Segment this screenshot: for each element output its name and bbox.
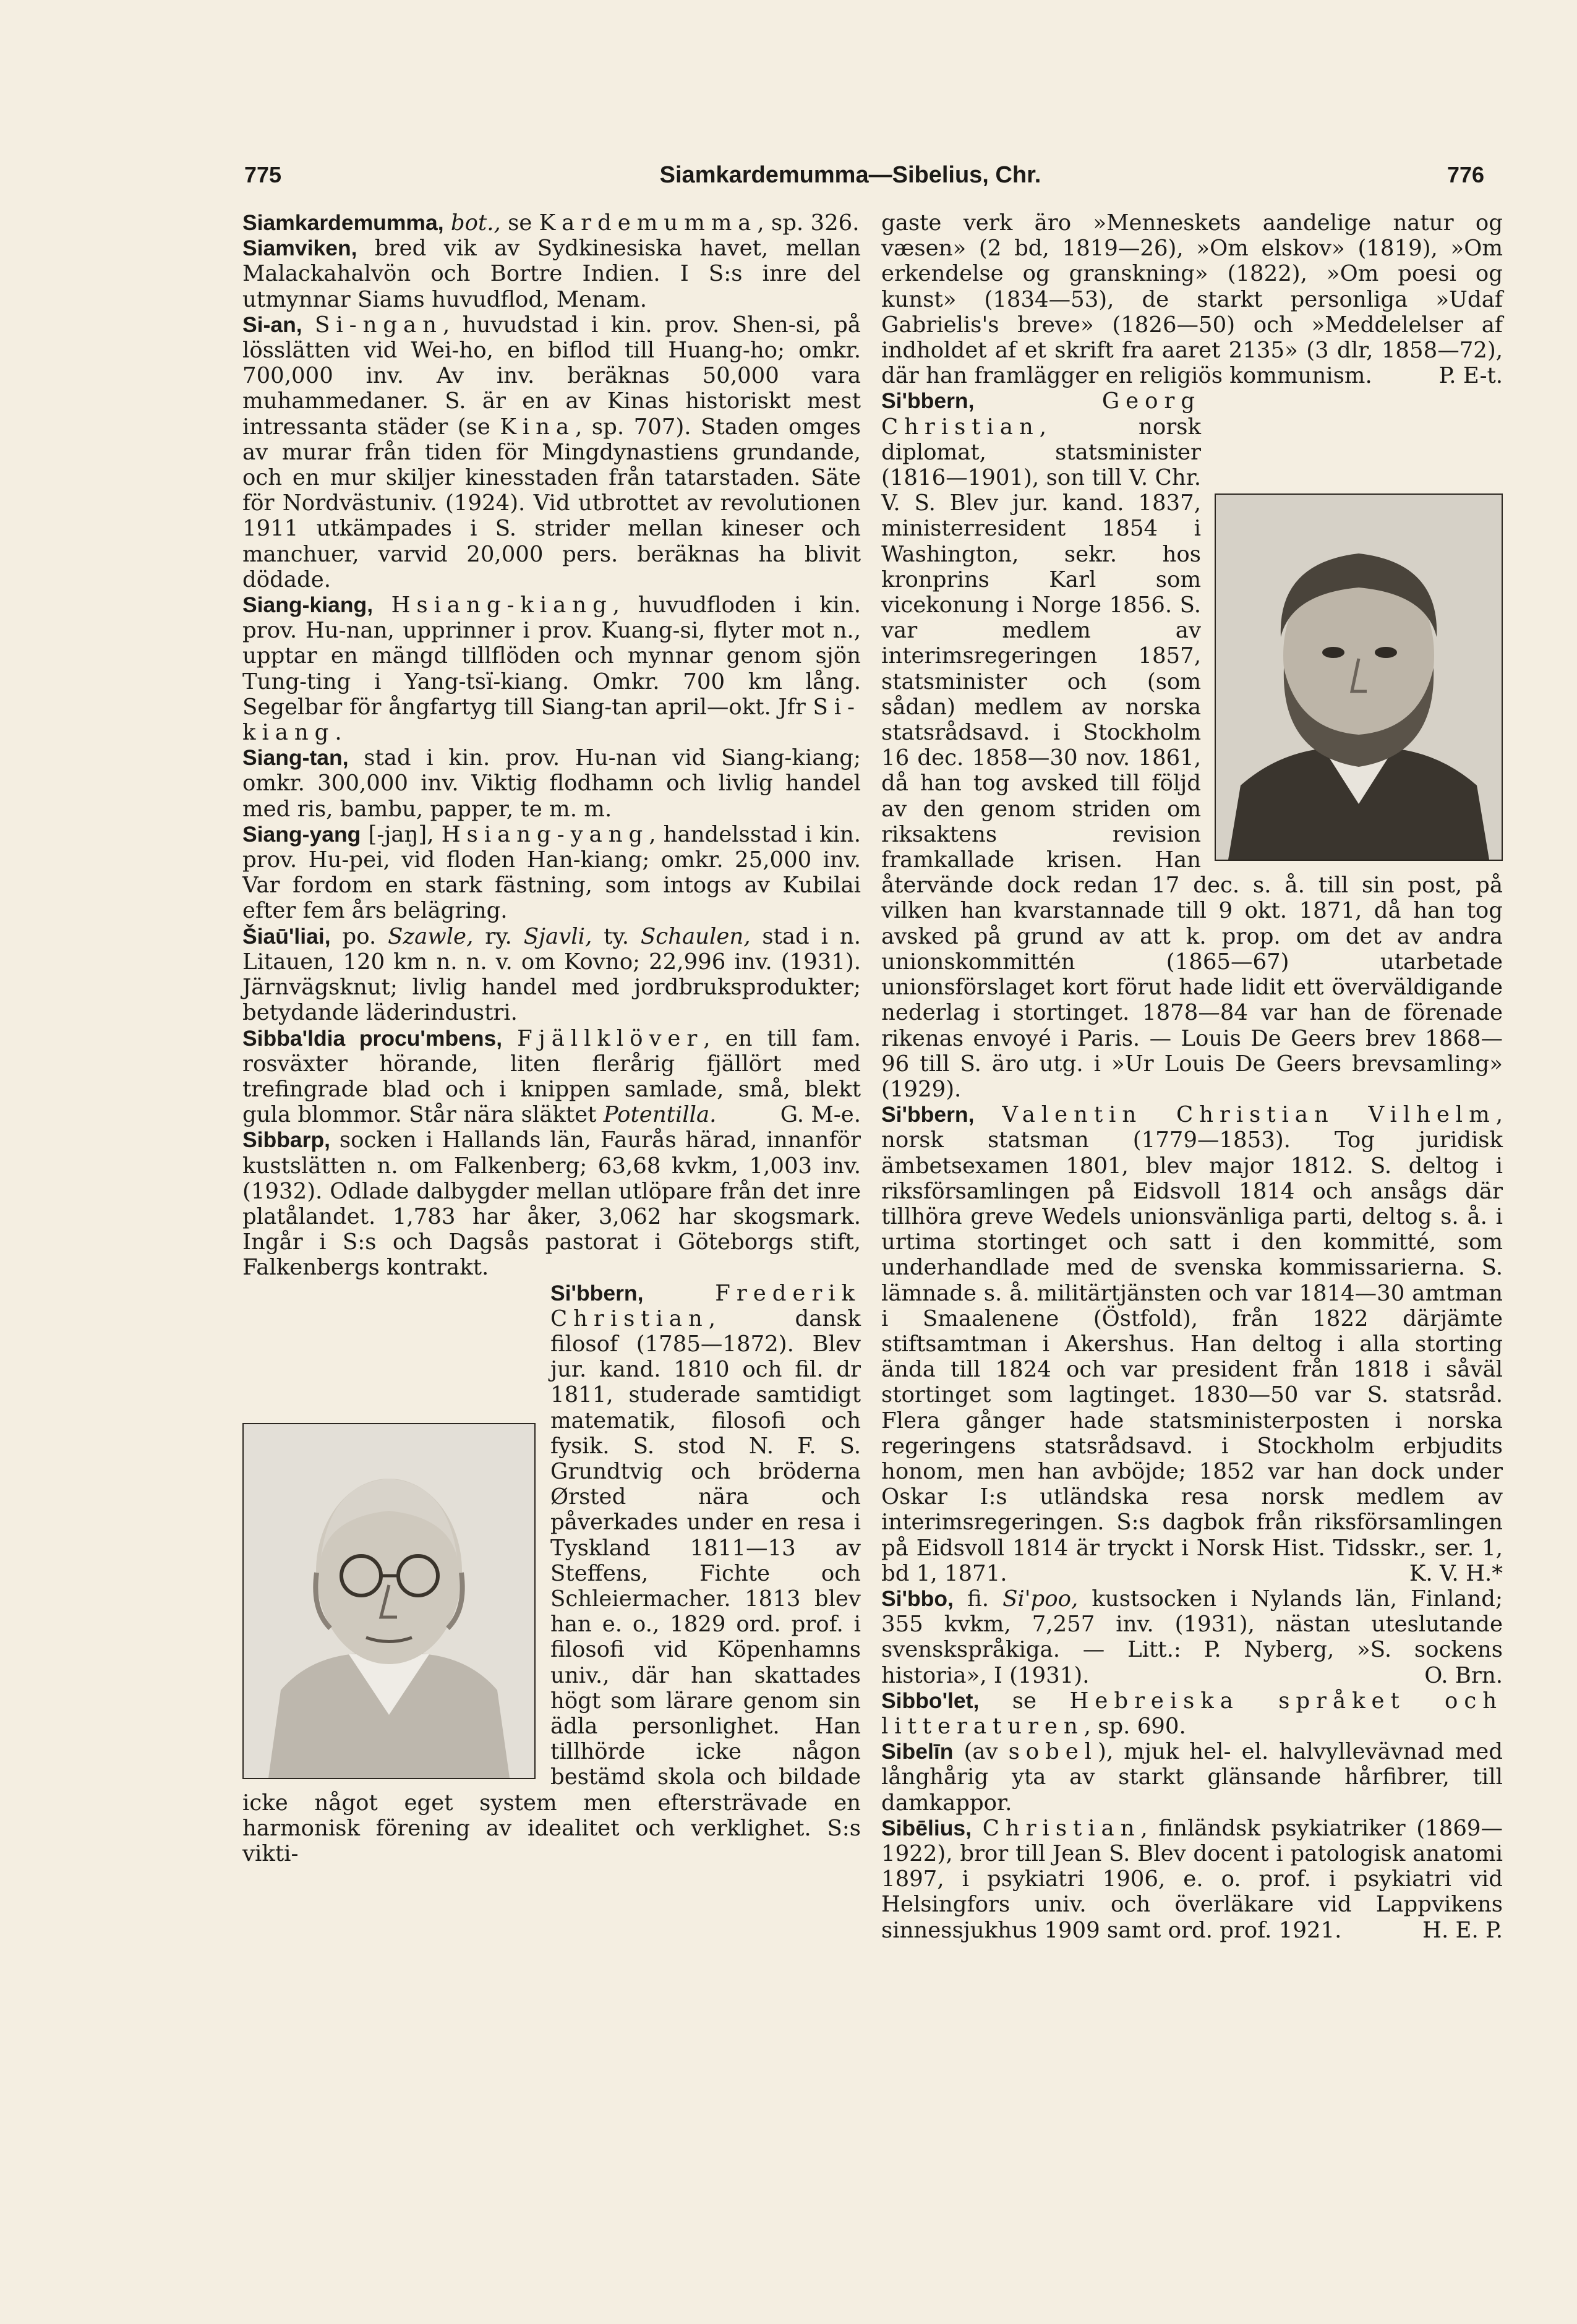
headword: Siang-tan,: [242, 745, 349, 771]
column-right: [881, 210, 1503, 1943]
cross-reference: Kina: [500, 414, 576, 440]
portrait-frederik-sibbern: [242, 1423, 536, 1779]
headword: Sibba'ldia procu'mbens,: [242, 1025, 503, 1051]
headword: Si'bbern,: [881, 1102, 975, 1127]
entry-sibbaldia: Sibba'ldia procu'mbens, Fjällklöver, en till fam. rosväxter hörande, liten flerårig fjällört med trefingrade blad och i knippen samlade, små, blekt gula blommor. Står nära släktet Potentilla. G. M-e.: [242, 1025, 861, 1128]
entry-sibbolet: Sibbo'let, se Hebreiska språket och litteraturen, sp. 690.: [881, 1688, 1503, 1739]
author-signature: G. M-e.: [780, 1102, 861, 1128]
headword: Si'bbo,: [881, 1586, 954, 1611]
headword: Si-an,: [242, 312, 302, 337]
cross-reference: Kardemumma: [539, 210, 758, 236]
column-left: [242, 210, 861, 1866]
headword: Sibbo'let,: [881, 1688, 980, 1713]
author-signature: O. Brn.: [1424, 1662, 1503, 1688]
author-signature: P. E-t.: [1438, 363, 1503, 389]
entry-sibbo: Si'bbo, fi. Si'poo, kustsocken i Nylands län, Finland; 355 kvkm, 7,257 inv. (1931), nästan uteslutande svenskspråkiga. — Litt.: P. Nyberg, »S. sockens historia», I (1931). O. Brn.: [881, 1586, 1503, 1688]
headword: Siang-yang: [242, 821, 361, 847]
author-signature: K. V. H.*: [1409, 1560, 1503, 1586]
cross-reference: Si-kiang: [242, 694, 861, 746]
headword: Sibbarp,: [242, 1127, 331, 1153]
entry-sibelin: Sibelīn (av sobel), mjuk hel- el. halvyllevävnad med långhårig yta av starkt glänsande hårfibrer, till damkappor.: [881, 1739, 1503, 1816]
running-title: Siamkardemumma—Sibelius, Chr.: [659, 162, 1041, 188]
portrait-georg-sibbern: [1215, 493, 1503, 861]
entry-christian-sibelius: Sibēlius, Christian, finländsk psykiatriker (1869—1922), bror till Jean S. Blev docent i patologisk anatomi 1897, i psykiatri 1906, e. o. prof. i psykiatri vid Helsingfors univ. och överläkare vid Lappvikens sinnessjukhus 1909 samt ord. prof. 1921. H. E. P.: [881, 1815, 1503, 1943]
headword: Sibelīn: [881, 1739, 954, 1764]
headword: Siamkardemumma,: [242, 210, 444, 235]
entry-siang-yang: Siang-yang [-jaŋ], Hsiang-yang, handelsstad i kin. prov. Hu-pei, vid floden Han-kiang; omkr. 25,000 inv. Var fordom en stark fästning, som intogs av Kubilai efter fem års belägring.: [242, 821, 861, 924]
headword: Siang-kiang,: [242, 592, 374, 618]
page-number-left: 775: [244, 162, 282, 187]
entry-siamviken: Siamviken, bred vik av Sydkinesiska havet, mellan Malackahalvön och Bortre Indien. I S:s inre del utmynnar Siams huvudflod, Menam.: [242, 236, 861, 312]
entry-frederik-sibbern: Si'bbern, Frederik Christian, dansk filosof (1785—1872). Blev jur. kand. 1810 och fil. dr 1811, studerade samtidigt matematik, filosofi och fysik. S. stod N. F. S. Grundtvig och bröderna Ørsted nära och påverkades under en resa i Tyskland 1811—13 av Steffens, Fichte och Schleiermacher. 1813 blev han e. o., 1829 ord. prof. i filosofi vid Köpenhamns univ., där han skattades högt som lärare genom sin ädla personlighet. Han tillhörde icke någon bestämd skola och bildade icke något eget system men eftersträvade en harmonisk förening av idealitet och verklighet. S:s vikti-: [242, 1280, 861, 1866]
cross-reference: Hebreiska språket och litteraturen: [881, 1688, 1503, 1739]
entry-siamkardemumma: Siamkardemumma, bot., se Kardemumma, sp. 326.: [242, 210, 860, 236]
entry-sibbarp: Sibbarp, socken i Hallands län, Faurås härad, innanför kustslätten n. om Falkenberg; 63,68 kvkm, 1,003 inv. (1932). Odlade dalbygder mellan utlöpare från det inre platålandet. 1,783 har åker, 3,062 har skogsmark. Ingår i S:s och Dagsås pastorat i Göteborgs stift, Falkenbergs kontrakt.: [242, 1127, 861, 1281]
entry-si-an: Si-an, Si-ngan, huvudstad i kin. prov. Shen-si, på lösslätten vid Wei-ho, en biflod till Huang-ho; omkr. 700,000 inv. Av inv. beräknas 50,000 vara muhammedaner. S. är en av Kinas historiskt mest intressanta städer (se Kina, sp. 707). Staden omges av murar från tiden för Mingdynastiens grundande, och en mur skiljer kinesstaden från tatarstaden. Säte för Nordvästuniv. (1924). Vid utbrottet av revolutionen 1911 utkämpades i S. strider mellan kineser och manchuer, varvid 20,000 pers. beräknas ha blivit dödade.: [242, 312, 861, 592]
entry-valentin-sibbern: Si'bbern, Valentin Christian Vilhelm, norsk statsman (1779—1853). Tog juridisk ämbetsexamen 1801, blev major 1812. S. deltog i riksförsamlingen på Eidsvoll 1814 och ansågs där tillhöra greve Wedels unionsvänliga parti, deltog s. å. i urtima stortinget och satt i den kommitté, som underhandlade med de svenska kommissarierna. S. lämnade s. å. militärtjänsten och var 1814—30 amtman i Smaalenene (Östfold), från 1822 därjämte stiftsamtman i Akershus. Han deltog i alla storting ända till 1824 och var president från 1818 i såväl stortinget som lagtinget. 1830—50 var S. statsråd. Flera gånger hade statsministerposten i norska regeringens statsrådsavd. i Stockholm erbjudits honom, men han avböjde; 1852 var han dock under Oskar I:s utländska resa norsk medlem av interimsregeringen. S:s dagbok från riksförsamlingen på Eidsvoll 1814 är tryckt i Norsk Hist. Tidsskr., ser. 1, bd 1, 1871. K. V. H.*: [881, 1102, 1503, 1586]
entry-siang-kiang: Siang-kiang, Hsiang-kiang, huvudfloden i kin. prov. Hu-nan, upprinner i prov. Kuang-si, flyter mot n., upptar en mängd tillflöden och mynnar genom sjön Tung-ting i Yang-tsï-kiang. Omkr. 700 km lång. Segelbar för ångfartyg till Siang-tan april—okt. Jfr Si-kiang.: [242, 592, 861, 746]
headword: Si'bbern,: [881, 388, 975, 414]
entry-georg-sibbern: Si'bbern, Georg Christian, norsk diplomat, statsminister (1816—1901), son till V. Chr. V. S. Blev jur. kand. 1837, ministerresident 1854 i Washington, sekr. hos kronprins Karl som vicekonung i Norge 1856. S. var medlem av interimsregeringen 1857, statsminister och (som sådan) medlem av norska statsrådsavd. i Stockholm 16 dec. 1858—30 nov. 1861, då han tog avsked till följd av den genom striden om riksaktens revision framkallade krisen. Han återvände dock redan 17 dec. s. å. till sin post, på vilken han kvarstannade till 9 okt. 1871, då han tog avsked på grund av att k. prop. om det av andra unionskommittén (1865—67) utarbetade unionsförslaget kort förut hade lidit ett överväldigande nederlag i stortinget. 1878—84 var han de förenade rikenas envoyé i Paris. — Louis De Geers brev 1868—96 till S. äro utg. i »Ur Louis De Geers brevsamling» (1929).: [881, 388, 1503, 1102]
entry-siang-tan: Siang-tan, stad i kin. prov. Hu-nan vid Siang-kiang; omkr. 300,000 inv. Viktig flodhamn och livlig handel med ris, bambu, papper, te m. m.: [242, 745, 861, 822]
headword: Siamviken,: [242, 236, 357, 261]
entry-siauliai: Šiaū'liai, po. Szawle, ry. Sjavli, ty. Schaulen, stad i n. Litauen, 120 km n. n. v. om Kovno; 22,996 inv. (1931). Järnvägsknut; livlig handel med jordbruksprodukter; betydande läderindustri.: [242, 923, 861, 1026]
headword: Šiaū'liai,: [242, 923, 331, 949]
headword: Sibēlius,: [881, 1815, 972, 1840]
author-signature: H. E. P.: [1422, 1917, 1503, 1943]
entry-frederik-sibbern-cont: gaste verk äro »Menneskets aandelige natur og væsen» (2 bd, 1819—26), »Om elskov» (1819), »Om erkendelse og granskning» (1822), »Om poesi og kunst» (1834—53), de starkt personliga »Udaf Gabrielis's breve» (1826—50) och »Meddelelser af indholdet af et skrift fra aaret 2135» (3 dlr, 1858—72), där han framlägger en religiös kommunism. P. E-t.: [881, 210, 1503, 389]
page-number-right: 776: [1447, 162, 1485, 187]
headword: Si'bbern,: [550, 1280, 644, 1305]
